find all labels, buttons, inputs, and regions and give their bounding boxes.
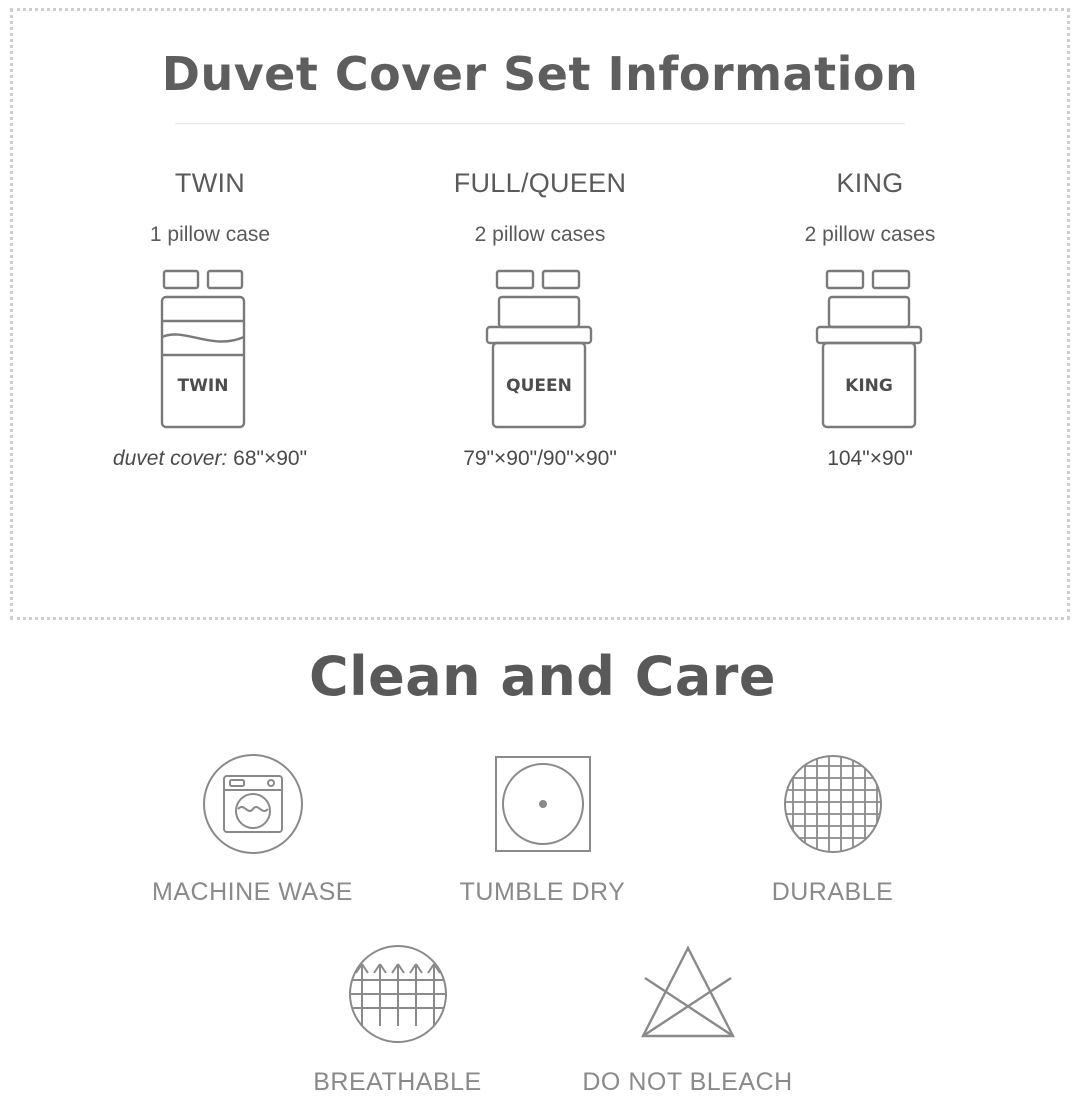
care-item-do-not-bleach (543, 938, 833, 1097)
bed-king-icon (705, 265, 1035, 441)
size-name-queen: FULL/QUEEN (453, 168, 627, 198)
washing-machine-icon (108, 748, 398, 860)
breathable-airflow-icon (253, 938, 543, 1050)
care-title: Clean and Care (308, 645, 777, 708)
page-title: Duvet Cover Set Information (161, 47, 919, 101)
title-divider (175, 123, 905, 124)
bed-label-king: KING (845, 376, 893, 396)
do-not-bleach-icon (543, 938, 833, 1050)
size-dims-value-king: 104"×90" (827, 447, 913, 470)
size-dims-king (705, 447, 1035, 471)
size-name-twin: TWIN (174, 168, 246, 198)
care-item-breathable (253, 938, 543, 1097)
care-item-machine-wash (108, 748, 398, 907)
care-row-2 (0, 938, 1085, 1097)
care-label-tumble-dry: TUMBLE DRY (459, 878, 626, 906)
size-options-row (13, 168, 1067, 471)
bed-twin-icon (45, 265, 375, 441)
care-item-durable (688, 748, 978, 907)
bed-queen-icon (375, 265, 705, 441)
size-column-queen (375, 168, 705, 471)
care-label-breathable: BREATHABLE (313, 1068, 482, 1096)
size-dims-value-twin: 68"×90" (233, 447, 308, 470)
care-row-1 (0, 748, 1085, 907)
size-dims-value-queen: 79"×90"/90"×90" (463, 447, 617, 470)
tumble-dry-icon (398, 748, 688, 860)
size-column-king (705, 168, 1035, 471)
size-name-king: KING (836, 168, 904, 198)
care-item-tumble-dry (398, 748, 688, 907)
care-label-durable: DURABLE (771, 878, 894, 906)
bed-label-queen: QUEEN (506, 376, 572, 396)
size-pillows-queen: 2 pillow cases (474, 223, 606, 246)
size-pillows-king: 2 pillow cases (804, 223, 936, 246)
durable-mesh-icon (688, 748, 978, 860)
size-dims-twin (45, 447, 375, 471)
care-label-do-not-bleach: DO NOT BLEACH (582, 1068, 793, 1096)
care-label-machine-wash: MACHINE WASE (152, 878, 353, 906)
size-dims-queen (375, 447, 705, 471)
duvet-info-panel (10, 8, 1070, 620)
size-pillows-twin: 1 pillow case (149, 223, 271, 246)
size-dims-prefix-twin: duvet cover: (112, 447, 228, 470)
bed-label-twin: TWIN (177, 376, 229, 396)
size-column-twin (45, 168, 375, 471)
